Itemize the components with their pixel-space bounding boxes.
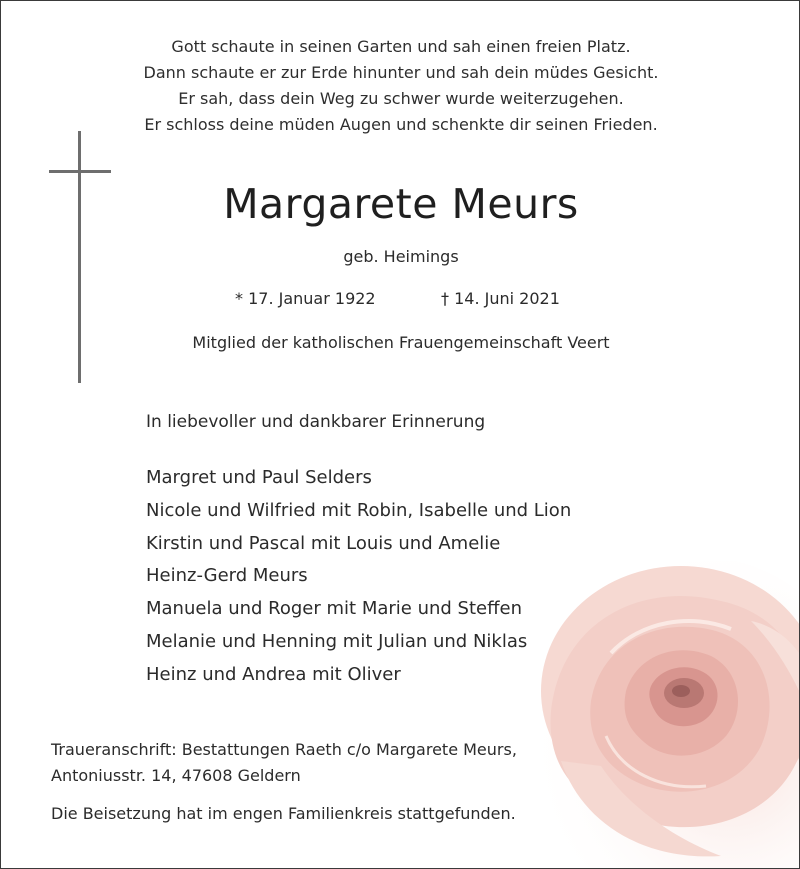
family-list — [146, 462, 571, 692]
list-item: Heinz-Gerd Meurs — [146, 565, 308, 587]
poem-line: Gott schaute in seinen Garten und sah einen freien Platz. — [171, 37, 631, 56]
list-item: Manuela und Roger mit Marie und Steffen — [146, 598, 522, 620]
poem-line: Er schloss deine müden Augen und schenkte dir seinen Frieden. — [144, 115, 658, 134]
list-item: Nicole und Wilfried mit Robin, Isabelle und Lion — [146, 499, 572, 521]
address-line: Traueranschrift: Bestattungen Raeth c/o Margarete Meurs, — [51, 740, 517, 759]
poem-line: Dann schaute er zur Erde hinunter und sah dein müdes Gesicht. — [143, 63, 659, 82]
list-item: Melanie und Henning mit Julian und Niklas — [146, 630, 528, 652]
remembrance-line: In liebevoller und dankbarer Erinnerung — [146, 412, 486, 432]
birth-name: geb. Heimings — [343, 247, 459, 266]
death-date: † 14. Juni 2021 — [441, 289, 560, 308]
mourning-address — [51, 737, 517, 789]
membership: Mitglied der katholischen Frauengemeinschaft Veert — [192, 333, 610, 352]
list-item: Kirstin und Pascal mit Louis und Amelie — [146, 532, 501, 554]
poem-line: Er sah, dass dein Weg zu schwer wurde weiterzugehen. — [178, 89, 624, 108]
poem — [1, 34, 800, 138]
list-item: Heinz und Andrea mit Oliver — [146, 663, 401, 685]
list-item: Margret und Paul Selders — [146, 467, 372, 488]
address-line: Antoniusstr. 14, 47608 Geldern — [51, 766, 301, 785]
deceased-name: Margarete Meurs — [223, 180, 579, 228]
birth-date: * 17. Januar 1922 — [235, 289, 376, 308]
burial-note: Die Beisetzung hat im engen Familienkreis stattgefunden. — [51, 804, 516, 823]
